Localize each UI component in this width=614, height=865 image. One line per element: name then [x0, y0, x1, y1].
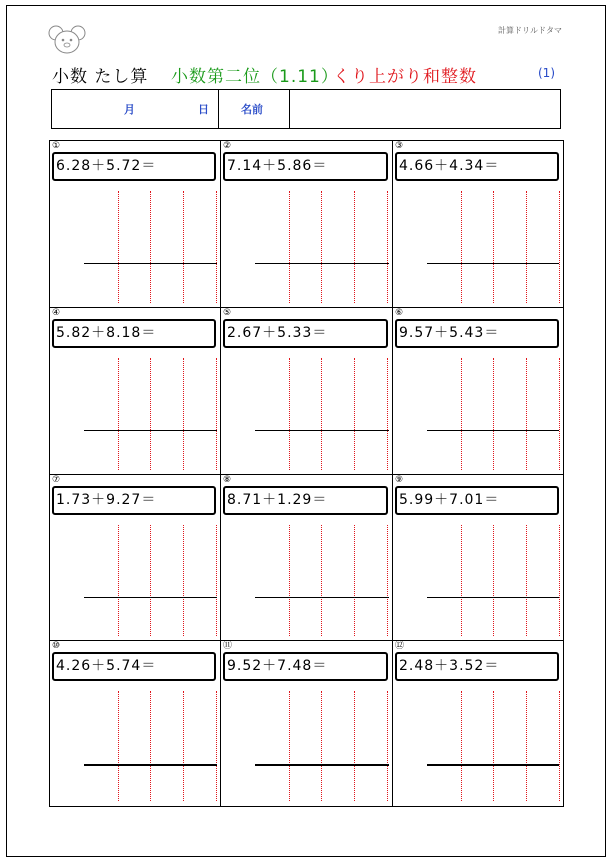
column-guide-line [387, 691, 388, 801]
column-guide-line [183, 691, 184, 801]
column-guide-line [150, 525, 151, 636]
title-part-1: 小数 たし算 [52, 67, 149, 87]
column-guide-line [387, 525, 388, 636]
title-part-2: 小数第二位（1.11） [171, 67, 339, 87]
column-guide-line [118, 691, 119, 801]
column-guide-line [559, 358, 560, 470]
column-guide-line [150, 691, 151, 801]
answer-work-area[interactable] [393, 183, 563, 307]
problem-expression: 2.48＋3.52＝ [395, 652, 559, 681]
answer-line [255, 263, 389, 264]
column-guide-line [493, 525, 494, 636]
column-guide-line [493, 691, 494, 801]
problem-cell [221, 641, 393, 806]
problem-number: ⑦ [52, 475, 61, 485]
problem-cell [50, 308, 221, 475]
answer-line [427, 263, 559, 264]
answer-line [427, 430, 559, 431]
date-field[interactable] [52, 90, 219, 128]
column-guide-line [289, 525, 290, 636]
column-guide-line [526, 358, 527, 470]
answer-work-area[interactable] [50, 350, 220, 474]
column-guide-line [461, 191, 462, 303]
column-guide-line [118, 358, 119, 470]
problem-cell [50, 141, 221, 308]
name-label-cell [219, 90, 290, 128]
answer-line [255, 430, 389, 431]
problem-cell [50, 475, 221, 641]
problem-number: ⑨ [395, 475, 404, 485]
problem-number: ② [223, 141, 232, 151]
column-guide-line [321, 525, 322, 636]
brand-label: 計算ドリルドタマ [498, 26, 562, 35]
problem-expression: 9.57＋5.43＝ [395, 319, 559, 348]
column-guide-line [289, 191, 290, 303]
problem-cell [393, 475, 563, 641]
column-guide-line [559, 191, 560, 303]
problem-number: ⑧ [223, 475, 232, 485]
problem-number: ⑫ [395, 641, 405, 651]
column-guide-line [526, 525, 527, 636]
column-guide-line [216, 191, 217, 303]
column-guide-line [461, 691, 462, 801]
column-guide-line [321, 358, 322, 470]
problem-expression: 8.71＋1.29＝ [223, 486, 388, 515]
column-guide-line [321, 191, 322, 303]
problem-number: ⑩ [52, 641, 61, 651]
problem-grid [49, 140, 564, 807]
name-label: 名前 [241, 103, 263, 116]
answer-line [427, 597, 559, 598]
name-field[interactable] [290, 90, 560, 128]
column-guide-line [461, 358, 462, 470]
problem-cell [393, 308, 563, 475]
problem-expression: 9.52＋7.48＝ [223, 652, 388, 681]
problem-expression: 5.82＋8.18＝ [52, 319, 216, 348]
column-guide-line [150, 358, 151, 470]
problem-expression: 6.28＋5.72＝ [52, 152, 216, 181]
column-guide-line [118, 191, 119, 303]
answer-work-area[interactable] [393, 350, 563, 474]
answer-line [84, 263, 217, 264]
answer-work-area[interactable] [221, 350, 392, 474]
answer-work-area[interactable] [50, 517, 220, 640]
month-label: 月 [124, 103, 135, 116]
problem-cell [393, 141, 563, 308]
problem-number: ⑪ [223, 641, 233, 651]
column-guide-line [183, 525, 184, 636]
column-guide-line [150, 191, 151, 303]
column-guide-line [461, 525, 462, 636]
problem-cell [221, 475, 393, 641]
column-guide-line [183, 358, 184, 470]
column-guide-line [289, 691, 290, 801]
column-guide-line [321, 691, 322, 801]
column-guide-line [183, 191, 184, 303]
column-guide-line [118, 525, 119, 636]
day-label: 日 [198, 103, 209, 116]
problem-number: ① [52, 141, 61, 151]
problem-number: ④ [52, 308, 61, 318]
answer-work-area[interactable] [50, 683, 220, 806]
answer-line [84, 764, 217, 766]
problem-number: ⑥ [395, 308, 404, 318]
column-guide-line [526, 191, 527, 303]
problem-expression: 1.73＋9.27＝ [52, 486, 216, 515]
problem-number: ⑤ [223, 308, 232, 318]
column-guide-line [354, 691, 355, 801]
problem-expression: 4.66＋4.34＝ [395, 152, 559, 181]
column-guide-line [387, 358, 388, 470]
answer-work-area[interactable] [393, 517, 563, 640]
column-guide-line [526, 691, 527, 801]
answer-work-area[interactable] [393, 683, 563, 806]
problem-expression: 7.14＋5.86＝ [223, 152, 388, 181]
worksheet-title [52, 60, 562, 86]
answer-work-area[interactable] [50, 183, 220, 307]
problem-cell [50, 641, 221, 806]
problem-expression: 2.67＋5.33＝ [223, 319, 388, 348]
problem-expression: 4.26＋5.74＝ [52, 652, 216, 681]
title-part-3: くり上がり和整数 [333, 67, 477, 87]
column-guide-line [493, 191, 494, 303]
column-guide-line [387, 191, 388, 303]
mouse-mascot-icon [47, 23, 87, 55]
answer-line [84, 597, 217, 598]
answer-line [255, 764, 389, 766]
answer-line [427, 764, 559, 766]
problem-cell [393, 641, 563, 806]
column-guide-line [354, 358, 355, 470]
date-name-header [51, 89, 561, 129]
column-guide-line [493, 358, 494, 470]
column-guide-line [559, 691, 560, 801]
problem-cell [221, 308, 393, 475]
column-guide-line [216, 358, 217, 470]
column-guide-line [559, 525, 560, 636]
answer-work-area[interactable] [221, 183, 392, 307]
sheet-number: (1) [538, 66, 555, 80]
answer-line [84, 430, 217, 431]
problem-expression: 5.99＋7.01＝ [395, 486, 559, 515]
column-guide-line [216, 691, 217, 801]
column-guide-line [289, 358, 290, 470]
problem-cell [221, 141, 393, 308]
answer-work-area[interactable] [221, 683, 392, 806]
column-guide-line [354, 191, 355, 303]
column-guide-line [354, 525, 355, 636]
answer-work-area[interactable] [221, 517, 392, 640]
answer-line [255, 597, 389, 598]
problem-number: ③ [395, 141, 404, 151]
column-guide-line [216, 525, 217, 636]
